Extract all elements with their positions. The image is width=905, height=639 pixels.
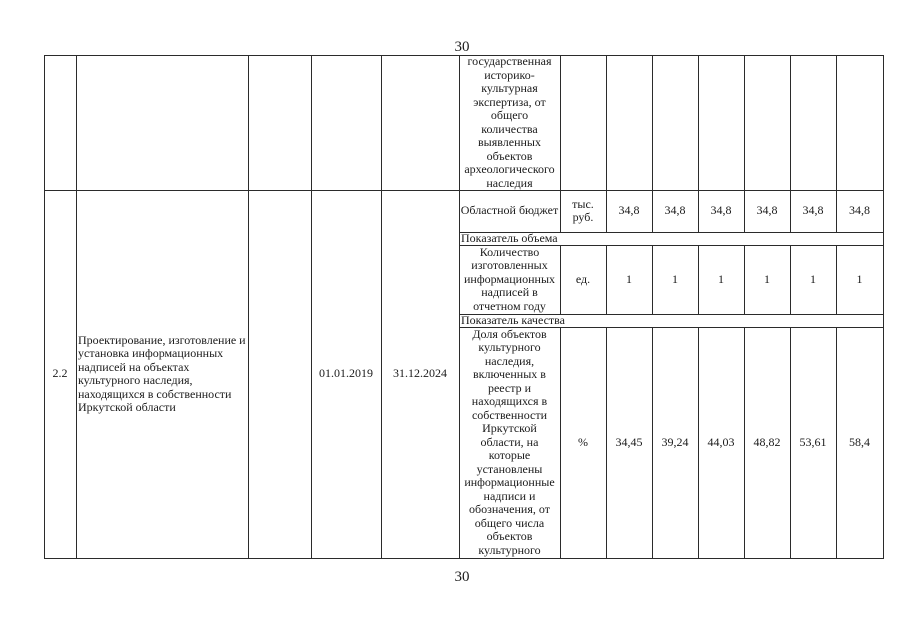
volume-indicator-header: Показатель объема: [461, 231, 558, 245]
volume-value: 1: [718, 271, 724, 286]
end-date: 31.12.2024: [393, 366, 447, 381]
row-number: 2.2: [52, 366, 68, 381]
funding-value: 34,8: [710, 203, 732, 218]
quality-indicator-header: Показатель качества: [461, 313, 565, 327]
quality-value: 44,03: [707, 434, 735, 449]
start-date: 01.01.2019: [319, 366, 373, 381]
quality-value: 34,45: [615, 434, 643, 449]
volume-value: 1: [626, 271, 632, 286]
volume-value: 1: [764, 271, 770, 286]
page-number-bottom: 30: [454, 569, 470, 585]
volume-value: 1: [810, 271, 816, 286]
funding-value: 34,8: [756, 203, 778, 218]
volume-indicator-name: Количество изготовленных информационных надписей в отчетном году: [463, 244, 556, 313]
row-description: Проектирование, изготовление и установка информационных надписей на объектах культурного наследия, находящихся в собственности Иркутской области: [78, 332, 246, 414]
quality-value: 48,82: [753, 434, 781, 449]
quality-value: 53,61: [799, 434, 827, 449]
funding-value: 34,8: [664, 203, 686, 218]
quality-value: 39,24: [661, 434, 689, 449]
quality-value: 58,4: [849, 434, 870, 449]
funding-source: Областной бюджет: [460, 203, 559, 218]
funding-value: 34,8: [618, 203, 640, 218]
quality-indicator-name: Доля объектов культурного наследия, включенных в реестр и находящихся в собственности Иркутской области, на которые установлены информационные надписи и обозначения, от общего числа объектов культурного: [464, 326, 555, 557]
funding-value: 34,8: [802, 203, 824, 218]
continuation-indicator-text: государственная историко- культурная экспертиза, от общего количества выявленных объектов археологического наследия: [464, 54, 555, 190]
volume-indicator-unit: ед.: [575, 271, 591, 286]
funding-unit: тыс. руб.: [572, 196, 594, 224]
page-number-top: 30: [454, 39, 470, 55]
funding-value: 34,8: [849, 203, 870, 218]
volume-value: 1: [856, 271, 863, 286]
volume-value: 1: [672, 271, 678, 286]
quality-indicator-unit: %: [578, 434, 588, 449]
